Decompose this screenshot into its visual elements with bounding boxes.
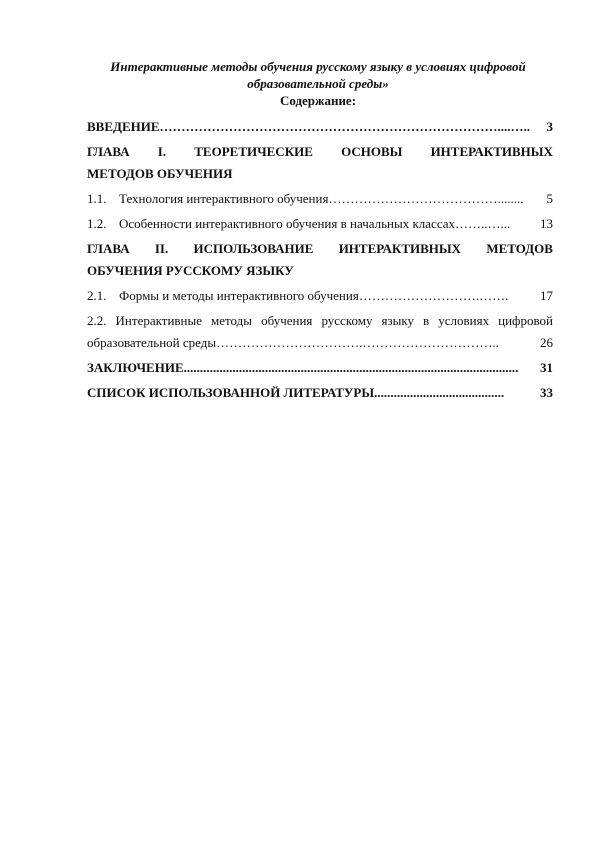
toc-word: ГЛАВА [87,241,130,256]
toc-word: II. [154,241,169,256]
toc-section-number: 1.1. [87,191,107,206]
toc-section-1-2 [87,215,553,233]
toc-leader-dots: ....................................................................................................... [183,360,519,375]
toc-word: ИНТЕРАКТИВНЫХ [430,144,553,159]
toc-entry-conclusion [87,359,553,377]
toc-word: ИНТЕРАКТИВНЫХ [338,241,462,256]
toc-leader-dots: ........................................ [374,385,505,400]
toc-word: ГЛАВА [87,144,130,159]
toc-page-number: 13 [540,216,553,231]
toc-word: ТЕОРЕТИЧЕСКИЕ [194,144,313,159]
toc-word: ОСНОВЫ [341,144,403,159]
toc-word: Интерактивные [115,313,202,328]
toc-chapter-1-line-2: МЕТОДОВ ОБУЧЕНИЯ [87,166,233,181]
toc-page-number: 3 [546,119,553,134]
toc-section-1-1 [87,190,553,208]
toc-word: цифровой [498,313,553,328]
toc-word: МЕТОДОВ [486,241,553,256]
toc-page-number: 17 [540,288,553,303]
toc-chapter-2-line-1 [87,240,553,258]
toc-entry-label: ВВЕДЕНИЕ [87,119,160,134]
document-title-line-2: образовательной среды» [247,76,389,91]
toc-chapter-1-line-1 [87,143,553,161]
toc-section-2-1 [87,287,553,305]
toc-leader-dots: ……………………….……. [358,288,509,303]
toc-word: I. [157,144,167,159]
toc-page-number: 5 [546,191,553,206]
toc-entry-label: Особенности интерактивного обучения в начальных классах [119,216,456,231]
document-title-line-1: Интерактивные методы обучения русскому языку в условиях цифровой [110,59,526,74]
toc-entry-label: ЗАКЛЮЧЕНИЕ [87,360,184,375]
toc-leader-dots: ……..…... [455,216,511,231]
toc-word: методы [211,313,253,328]
toc-page-number: 26 [540,335,553,350]
toc-entry-label: Формы и методы интерактивного обучения [119,288,359,303]
toc-entry-label: образовательной среды [87,335,217,350]
toc-entry-label: СПИСОК ИСПОЛЬЗОВАННОЙ ЛИТЕРАТУРЫ [87,385,375,400]
toc-section-number: 2.2. [87,313,107,328]
contents-heading: Содержание: [279,93,357,108]
toc-section-2-2-line-1 [87,312,553,330]
toc-section-2-2-line-2 [87,334,553,352]
toc-entry-intro [87,118,553,136]
toc-entry-label: Технология интерактивного обучения [119,191,329,206]
toc-chapter-2-line-2: ОБУЧЕНИЯ РУССКОМУ ЯЗЫКУ [87,263,294,278]
toc-page-number: 33 [540,385,553,400]
toc-word: в [423,313,430,328]
toc-section-number: 1.2. [87,216,107,231]
toc-leader-dots: ……………………………………………………………………....….. [159,119,531,134]
toc-section-number: 2.1. [87,288,107,303]
toc-word: условиях [438,313,490,328]
toc-word: обучения [261,313,313,328]
toc-leader-dots: …………………………….………………………….. [216,335,499,350]
toc-leader-dots: …………………………………........ [328,191,524,206]
toc-page-number: 31 [540,360,553,375]
toc-word: языку [381,313,414,328]
toc-word: русскому [321,313,373,328]
toc-entry-references [87,384,553,402]
toc-word: ИСПОЛЬЗОВАНИЕ [193,241,314,256]
